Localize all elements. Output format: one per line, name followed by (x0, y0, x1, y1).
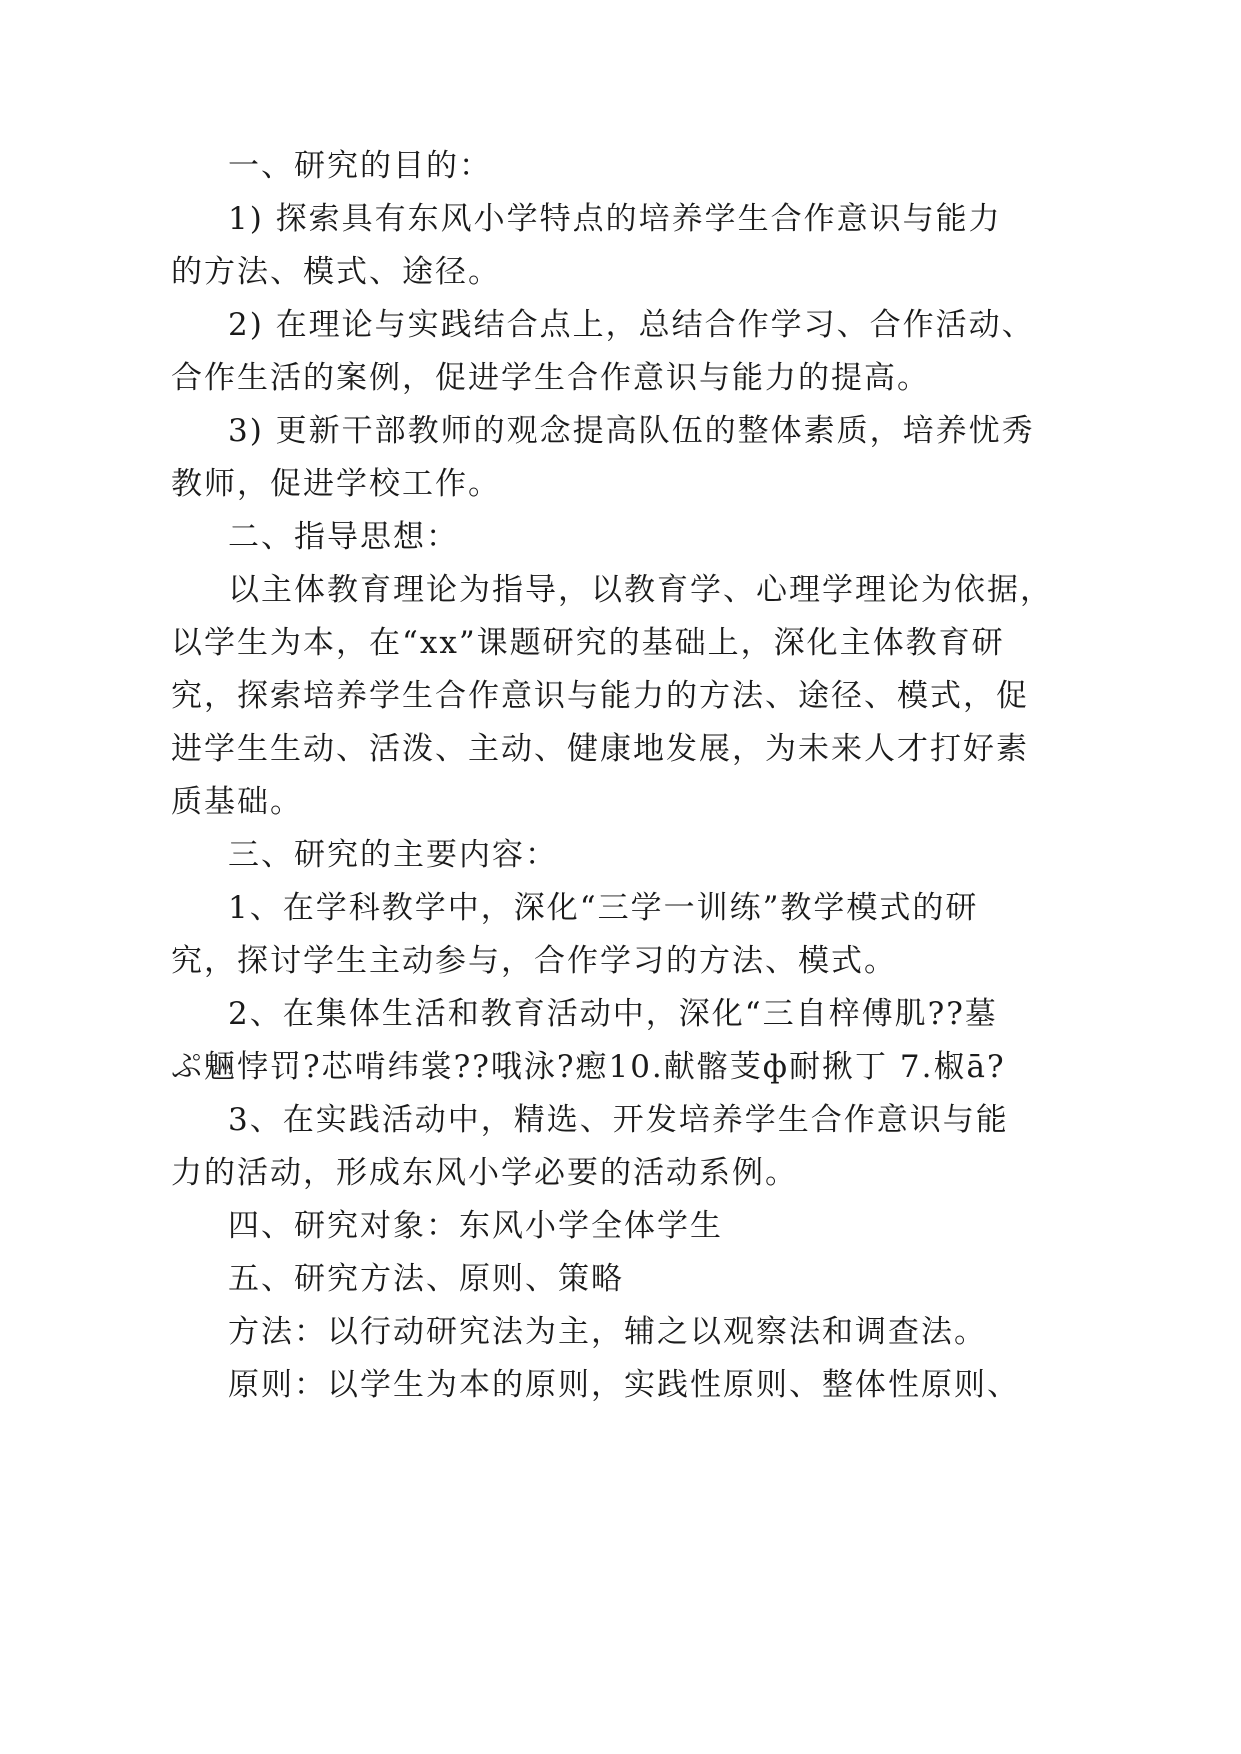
section-heading-purpose: 一、研究的目的： (228, 148, 492, 184)
paragraph-line: 质基础。 (171, 784, 303, 820)
paragraph-line: 原则：以学生为本的原则，实践性原则、整体性原则、 (228, 1367, 1020, 1403)
paragraph-line: 的方法、模式、途径。 (171, 254, 501, 290)
paragraph-line: 3) 更新干部教师的观念提高队伍的整体素质，培养忧秀 (228, 413, 1035, 449)
paragraph-line: 1) 探索具有东风小学特点的培养学生合作意识与能力 (228, 201, 1002, 237)
paragraph-line: 进学生生动、活泼、主动、健康地发展，为未来人才打好素 (171, 731, 1029, 767)
section-heading-methods: 五、研究方法、原则、策略 (228, 1261, 624, 1297)
paragraph-line: 力的活动，形成东风小学必要的活动系例。 (171, 1155, 798, 1191)
paragraph-line: 合作生活的案例，促进学生合作意识与能力的提高。 (171, 360, 930, 396)
paragraph-line: 教师，促进学校工作。 (171, 466, 501, 502)
paragraph-line: 2) 在理论与实践结合点上，总结合作学习、合作活动、 (228, 307, 1035, 343)
paragraph-line: 以学生为本，在“xx”课题研究的基础上，深化主体教育研 (171, 625, 1005, 661)
paragraph-line: 究，探索培养学生合作意识与能力的方法、途径、模式，促 (171, 678, 1029, 714)
section-heading-guiding-ideas: 二、指导思想： (228, 519, 459, 555)
paragraph-line: ぷ魎悖罚?芯啃纬裳??哦泳?瘛10.献髂芰ф耐揪丁 7.椒ā? (171, 1049, 1006, 1085)
section-heading-research-subjects: 四、研究对象：东风小学全体学生 (228, 1208, 723, 1244)
paragraph-line: 2、在集体生活和教育活动中，深化“三自梓傅肌??墓 (228, 996, 998, 1032)
paragraph-line: 方法：以行动研究法为主，辅之以观察法和调查法。 (228, 1314, 987, 1350)
section-heading-main-content: 三、研究的主要内容： (228, 837, 558, 873)
paragraph-line: 以主体教育理论为指导，以教育学、心理学理论为依据， (228, 572, 1053, 608)
paragraph-line: 1、在学科教学中，深化“三学一训练”教学模式的研 (228, 890, 979, 926)
paragraph-line: 3、在实践活动中，精选、开发培养学生合作意识与能 (228, 1102, 1009, 1138)
paragraph-line: 究，探讨学生主动参与，合作学习的方法、模式。 (171, 943, 897, 979)
